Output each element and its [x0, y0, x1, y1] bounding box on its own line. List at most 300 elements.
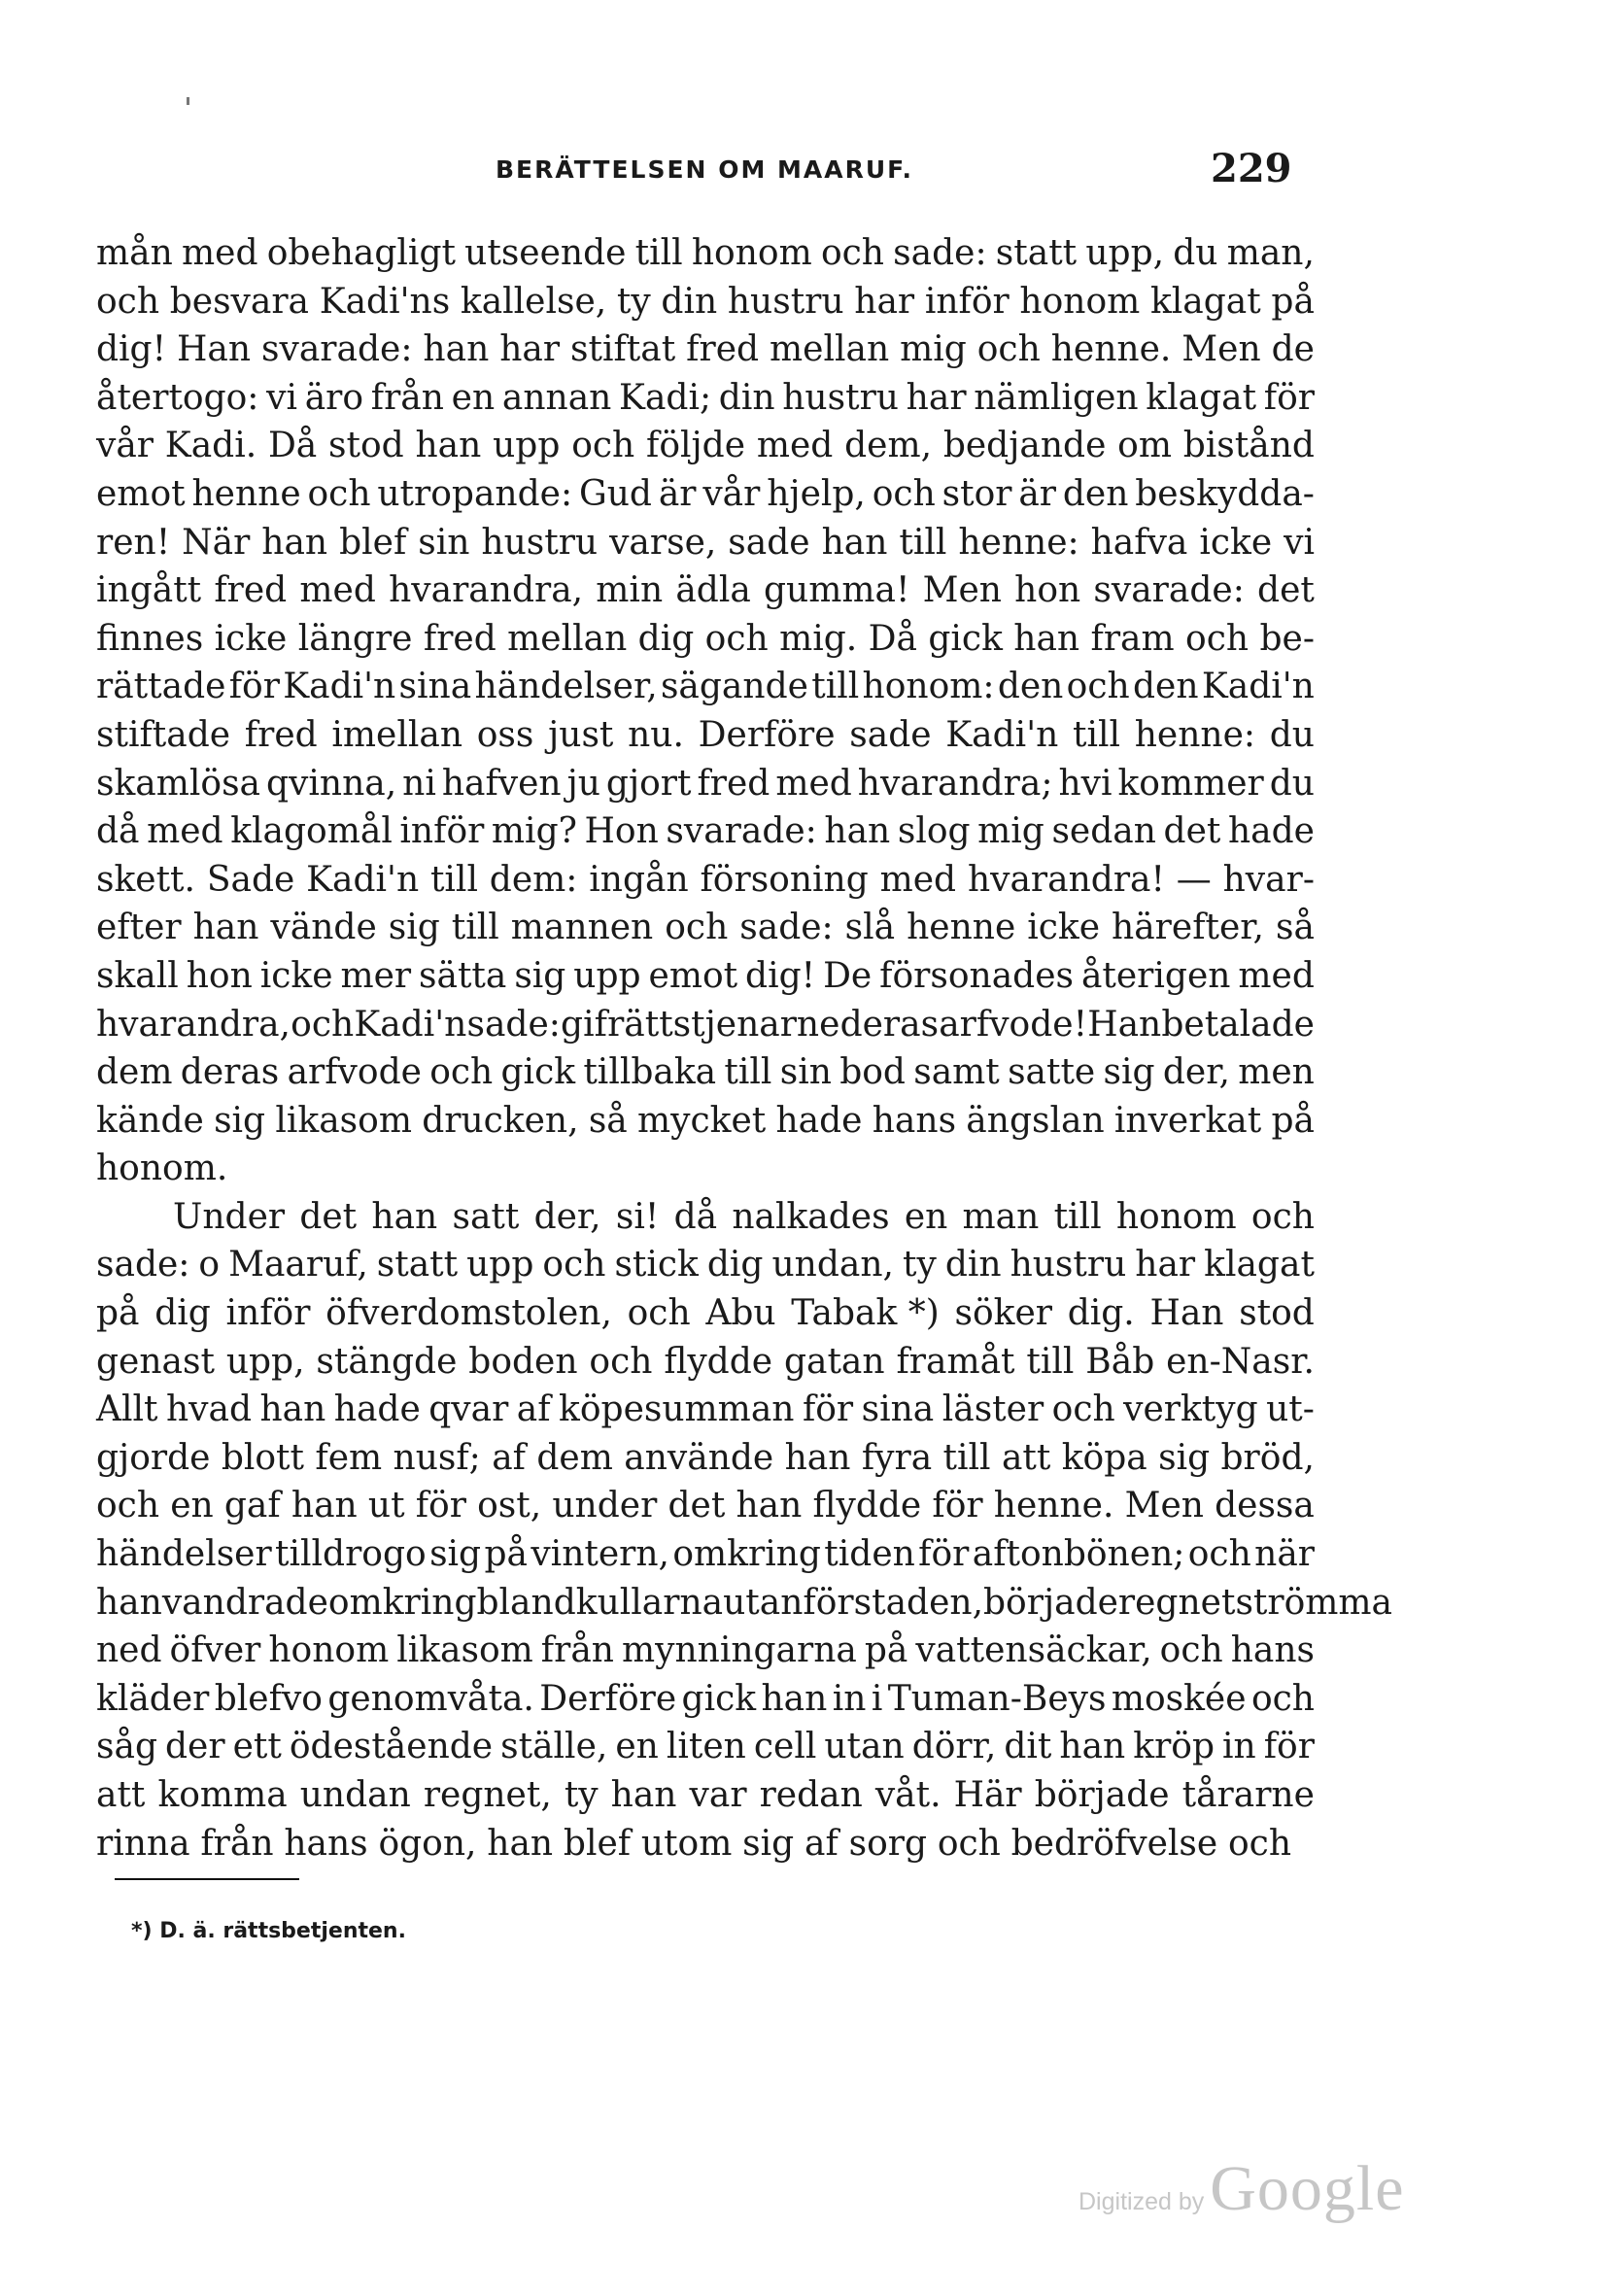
- word: fyra: [861, 1437, 933, 1478]
- word: köpesumman: [559, 1389, 795, 1430]
- word: der,: [1162, 1052, 1230, 1093]
- word: mellan: [770, 329, 890, 370]
- word: sig: [429, 1534, 482, 1575]
- word: in: [1222, 1727, 1256, 1767]
- word: han: [291, 1486, 358, 1526]
- word: inför: [399, 811, 485, 852]
- word: utom: [640, 1823, 733, 1864]
- word: nusf;: [393, 1437, 481, 1478]
- word: undan,: [771, 1245, 894, 1285]
- word: Sade: [206, 859, 295, 900]
- word: hade: [333, 1389, 421, 1430]
- word: din: [944, 1245, 1002, 1285]
- text-line: [96, 278, 1315, 326]
- word: med: [147, 811, 223, 852]
- word: härefter,: [1112, 908, 1264, 948]
- word: hans: [872, 1100, 957, 1141]
- word: hvar-: [1222, 859, 1315, 900]
- word: o: [198, 1245, 221, 1285]
- word: genomvåta.: [327, 1678, 534, 1719]
- word: af: [516, 1389, 551, 1430]
- word: af: [804, 1823, 839, 1864]
- word: Kadi'n: [354, 1004, 467, 1045]
- word: skett.: [96, 859, 195, 900]
- word: slog: [897, 811, 971, 852]
- digitized-watermark: [1078, 2152, 1405, 2226]
- word: har: [906, 377, 967, 418]
- word: svarade:: [666, 811, 817, 852]
- word: att: [1001, 1437, 1051, 1478]
- word: till: [899, 522, 947, 563]
- word: med: [879, 859, 957, 900]
- word: och: [1066, 667, 1130, 707]
- word: gjorde: [96, 1437, 211, 1478]
- word: varse,: [609, 522, 717, 563]
- word: bistånd: [1182, 426, 1315, 466]
- word: aftonbönen;: [972, 1534, 1185, 1575]
- text-line: [96, 1530, 1315, 1579]
- word: du: [1269, 763, 1315, 804]
- word: Men: [1181, 329, 1261, 370]
- word: utanför: [723, 1582, 854, 1623]
- word: man,: [1226, 233, 1315, 273]
- text-line: [96, 904, 1315, 952]
- word: Men: [922, 570, 1002, 611]
- word: och: [291, 1004, 355, 1045]
- word: cell: [753, 1727, 817, 1767]
- word: när: [1254, 1534, 1315, 1575]
- word: började: [983, 1582, 1118, 1623]
- word: följde: [646, 426, 746, 466]
- word: använde: [624, 1437, 774, 1478]
- word: söker: [954, 1293, 1052, 1334]
- word: han: [610, 1775, 677, 1815]
- word: henne.: [1050, 329, 1172, 370]
- word: drucken,: [422, 1100, 579, 1141]
- text-line: [96, 1771, 1315, 1820]
- word: mer: [340, 955, 412, 996]
- text-line: [96, 1675, 1315, 1724]
- word: in: [832, 1678, 867, 1719]
- word: dessa: [1215, 1486, 1315, 1526]
- word: hon: [186, 955, 253, 996]
- word: och: [1051, 1389, 1115, 1430]
- running-head: BERÄTTELSEN OM MAARUF.: [496, 155, 914, 184]
- word: nämligen: [974, 377, 1139, 418]
- word: blefvo: [214, 1678, 323, 1719]
- text-line: [96, 1145, 1315, 1193]
- word: gick: [681, 1678, 757, 1719]
- word: Då: [868, 618, 917, 659]
- word: Här: [953, 1775, 1022, 1815]
- word: Kadi'n: [1201, 667, 1315, 707]
- word: för: [802, 1389, 854, 1430]
- word: han: [415, 426, 482, 466]
- word: När: [182, 522, 251, 563]
- text-line: [96, 1627, 1315, 1675]
- word: Kadi'n: [945, 714, 1059, 755]
- word: ett: [232, 1727, 282, 1767]
- text-line: [96, 615, 1315, 664]
- word: mig: [900, 329, 967, 370]
- word: hustru: [782, 377, 899, 418]
- word: emot: [648, 955, 738, 996]
- word: började: [1034, 1775, 1170, 1815]
- watermark-prefix: Digitized by: [1078, 2188, 1205, 2215]
- word: ut-: [1266, 1389, 1315, 1430]
- footnote-rule: [115, 1878, 299, 1880]
- word: fred: [423, 618, 496, 659]
- word: hans: [1230, 1630, 1315, 1671]
- word: Allt: [96, 1389, 158, 1430]
- word: en: [170, 1486, 214, 1526]
- word: hvarandra,: [389, 570, 584, 611]
- word: den: [997, 667, 1064, 707]
- word: vi: [266, 377, 297, 418]
- text-line: [96, 711, 1315, 760]
- word: sin: [418, 522, 470, 563]
- word: rinna: [96, 1823, 190, 1864]
- word: ut: [367, 1486, 405, 1526]
- word: från: [370, 377, 444, 418]
- word: stängde: [316, 1341, 458, 1382]
- word: slå: [844, 908, 896, 948]
- word: boden: [468, 1341, 578, 1382]
- word: honom.: [96, 1148, 228, 1189]
- word: kände: [96, 1100, 204, 1141]
- footnote: *) D. ä. rättsbetjenten.: [131, 1919, 406, 1943]
- word: och: [1227, 1823, 1292, 1864]
- word: för: [918, 1534, 970, 1575]
- word: det: [1257, 570, 1315, 611]
- word: och: [937, 1823, 1001, 1864]
- text-line: [96, 422, 1315, 470]
- word: för: [1263, 377, 1315, 418]
- word: dig: [706, 1245, 764, 1285]
- word: Derföre: [539, 1678, 677, 1719]
- word: gjort: [605, 763, 692, 804]
- word: ni: [402, 763, 436, 804]
- word: sägande: [660, 667, 808, 707]
- word: med: [299, 570, 376, 611]
- word: min: [596, 570, 664, 611]
- word: mycket: [637, 1100, 767, 1141]
- word: han: [259, 1389, 326, 1430]
- word: svarade:: [1093, 570, 1245, 611]
- word: icke: [214, 618, 288, 659]
- word: Då: [267, 426, 318, 466]
- word: att: [96, 1775, 146, 1815]
- word: Han: [1149, 1293, 1224, 1334]
- word: från: [540, 1630, 614, 1671]
- word: med: [775, 763, 852, 804]
- word: upp,: [1085, 233, 1165, 273]
- text-line: [96, 374, 1315, 423]
- word: han: [1059, 1727, 1126, 1767]
- word: klagomål: [230, 811, 393, 852]
- word: är: [1018, 473, 1056, 514]
- word: honom: [1115, 1196, 1237, 1237]
- word: den: [1062, 473, 1129, 514]
- word: samt: [913, 1052, 1000, 1093]
- text-line: [96, 663, 1315, 711]
- word: Gud: [578, 473, 652, 514]
- word: vintern,: [531, 1534, 669, 1575]
- word: Kadi'n: [283, 667, 396, 707]
- text-line: [96, 807, 1315, 856]
- word: likasom: [396, 1630, 533, 1671]
- word: ty: [564, 1775, 599, 1815]
- word: dem: [96, 1052, 173, 1093]
- word: till: [1073, 714, 1121, 755]
- text-line: [96, 470, 1315, 519]
- word: blef: [563, 1823, 632, 1864]
- text-line: [96, 856, 1315, 905]
- word: för: [415, 1486, 466, 1526]
- word: om: [1117, 426, 1172, 466]
- word: dem,: [844, 426, 933, 466]
- text-line: [96, 229, 1315, 278]
- word: ödestående: [289, 1727, 494, 1767]
- word: kröp: [1133, 1727, 1215, 1767]
- word: han: [261, 522, 328, 563]
- word: försoning: [700, 859, 869, 900]
- word: han: [761, 1678, 828, 1719]
- word: stor: [941, 473, 1012, 514]
- word: vände: [270, 908, 377, 948]
- word: fred: [697, 763, 770, 804]
- text-line: [96, 566, 1315, 615]
- text-line: [96, 1723, 1315, 1771]
- page-number: 229: [1211, 146, 1292, 191]
- word: nu.: [628, 714, 684, 755]
- word: upp: [466, 1245, 534, 1285]
- word: komma: [157, 1775, 288, 1815]
- word: och: [665, 908, 729, 948]
- word: skall: [96, 955, 179, 996]
- word: fram: [1090, 618, 1175, 659]
- word: vi: [1284, 522, 1315, 563]
- word: ingått: [96, 570, 202, 611]
- word: klagat: [1149, 281, 1261, 322]
- word: du: [1173, 233, 1218, 273]
- word: annan: [501, 377, 612, 418]
- word: henne: [907, 908, 1016, 948]
- word: kullarna: [575, 1582, 724, 1623]
- word: flydde: [812, 1486, 922, 1526]
- word: och: [589, 1341, 653, 1382]
- word: finnes: [96, 618, 204, 659]
- word: under: [552, 1486, 658, 1526]
- word: flydde: [664, 1341, 773, 1382]
- word: på: [1271, 1100, 1315, 1141]
- word: med: [756, 426, 834, 466]
- word: rättstjenarne: [607, 1004, 840, 1045]
- word: sin: [779, 1052, 832, 1093]
- text-line: [96, 1579, 1392, 1628]
- word: imellan: [331, 714, 463, 755]
- word: bland: [476, 1582, 576, 1623]
- word: klagat: [1146, 377, 1257, 418]
- text-line: [96, 760, 1315, 808]
- word: på: [864, 1630, 908, 1671]
- word: icke: [1199, 522, 1273, 563]
- word: ögon,: [378, 1823, 477, 1864]
- word: rättade: [96, 667, 226, 707]
- word: honom: [268, 1630, 390, 1671]
- word: likasom: [275, 1100, 412, 1141]
- word: just: [548, 714, 614, 755]
- word: på: [96, 1293, 140, 1334]
- word: ju: [566, 763, 600, 804]
- text-line: [96, 1048, 1315, 1097]
- word: af: [492, 1437, 526, 1478]
- word: icke: [259, 955, 333, 996]
- word: obehagligt: [266, 233, 456, 273]
- word: mig.: [779, 618, 858, 659]
- word: hvi: [1058, 763, 1113, 804]
- word: inför: [225, 1293, 311, 1334]
- word: ängslan: [966, 1100, 1105, 1141]
- word: sade:: [739, 908, 834, 948]
- word: mynningarna: [621, 1630, 857, 1671]
- word: mån: [96, 233, 173, 273]
- word: vår: [702, 473, 761, 514]
- word: dit: [1004, 1727, 1052, 1767]
- word: hvad: [165, 1389, 252, 1430]
- word: dig!: [96, 329, 167, 370]
- word: gaf: [223, 1486, 281, 1526]
- word: han: [192, 908, 259, 948]
- word: upp: [493, 426, 561, 466]
- text-line: [96, 1001, 1315, 1049]
- word: stiftade: [96, 714, 231, 755]
- word: arfvode: [287, 1052, 422, 1093]
- word: var: [689, 1775, 747, 1815]
- word: tiden: [824, 1534, 915, 1575]
- word: Kadi;: [619, 377, 712, 418]
- word: läster: [941, 1389, 1044, 1430]
- word: fred: [214, 570, 288, 611]
- word: Derföre: [698, 714, 836, 755]
- word: hon: [1014, 570, 1081, 611]
- word: en: [451, 377, 496, 418]
- word: emot: [96, 473, 186, 514]
- word: till: [429, 859, 478, 900]
- word: gif: [561, 1004, 607, 1045]
- text-line: [96, 1434, 1315, 1483]
- word: du: [1269, 714, 1315, 755]
- text-line: [96, 1097, 1315, 1146]
- word: till: [942, 1437, 991, 1478]
- word: sätta: [419, 955, 507, 996]
- word: och: [571, 426, 635, 466]
- word: sade: [849, 714, 932, 755]
- word: strömma: [1235, 1582, 1392, 1623]
- word: till: [811, 667, 860, 707]
- word: har: [1135, 1245, 1196, 1285]
- word: honom: [691, 233, 812, 273]
- word: för: [932, 1486, 983, 1526]
- word: Kadi'ns: [319, 281, 451, 322]
- word: hustru: [481, 522, 599, 563]
- word: dig: [637, 618, 695, 659]
- text-line: [96, 1820, 1315, 1868]
- word: Hon: [584, 811, 659, 852]
- word: sig: [1158, 1437, 1211, 1478]
- word: och: [307, 473, 371, 514]
- text-line: [96, 1289, 1315, 1338]
- word: satt: [452, 1196, 520, 1237]
- word: hustru: [727, 281, 844, 322]
- word: henne:: [1134, 714, 1256, 755]
- word: och: [872, 473, 936, 514]
- word: tårarne: [1181, 1775, 1315, 1815]
- word: vattensäckar,: [915, 1630, 1152, 1671]
- word: Under: [173, 1196, 286, 1237]
- word: den: [1133, 667, 1199, 707]
- word: si!: [615, 1196, 660, 1237]
- word: betalade: [1161, 1004, 1315, 1045]
- word: svarade:: [261, 329, 413, 370]
- word: kläder: [96, 1678, 210, 1719]
- word: framåt: [896, 1341, 1015, 1382]
- word: dig!: [745, 955, 816, 996]
- word: din: [718, 377, 775, 418]
- word: längre: [297, 618, 413, 659]
- word: han: [736, 1486, 803, 1526]
- word: har: [499, 329, 561, 370]
- word: liten: [666, 1727, 746, 1767]
- word: hafva: [1090, 522, 1188, 563]
- word: henne: [191, 473, 301, 514]
- word: för: [228, 667, 280, 707]
- word: han: [1013, 618, 1080, 659]
- word: öfverdomstolen,: [325, 1293, 612, 1334]
- word: för: [1263, 1727, 1315, 1767]
- word: dem: [536, 1437, 613, 1478]
- word: der: [165, 1727, 225, 1767]
- word: och: [1185, 618, 1250, 659]
- word: dem:: [489, 859, 578, 900]
- text-line: [96, 326, 1315, 374]
- word: Kadi'n: [306, 859, 420, 900]
- word: sade: [728, 522, 810, 563]
- word: man: [962, 1196, 1040, 1237]
- word: men: [1238, 1052, 1315, 1093]
- word: till: [1053, 1196, 1102, 1237]
- word: och: [976, 329, 1041, 370]
- word: sig: [214, 1100, 266, 1141]
- word: Båb: [1085, 1341, 1155, 1382]
- word: utan: [824, 1727, 905, 1767]
- text-line: [96, 1386, 1315, 1434]
- word: din: [661, 281, 718, 322]
- word: kallelse,: [460, 281, 607, 322]
- word: statt: [376, 1245, 459, 1285]
- word: i: [871, 1678, 883, 1719]
- word: Kadi.: [164, 426, 257, 466]
- word: honom: [1019, 281, 1141, 322]
- word: gick: [928, 618, 1003, 659]
- watermark-brand: Google: [1210, 2153, 1405, 2224]
- word: våt.: [874, 1775, 941, 1815]
- word: inverkat: [1113, 1100, 1262, 1141]
- word: han: [784, 1437, 851, 1478]
- word: honom:: [862, 667, 995, 707]
- word: på: [484, 1534, 528, 1575]
- word: det: [668, 1486, 726, 1526]
